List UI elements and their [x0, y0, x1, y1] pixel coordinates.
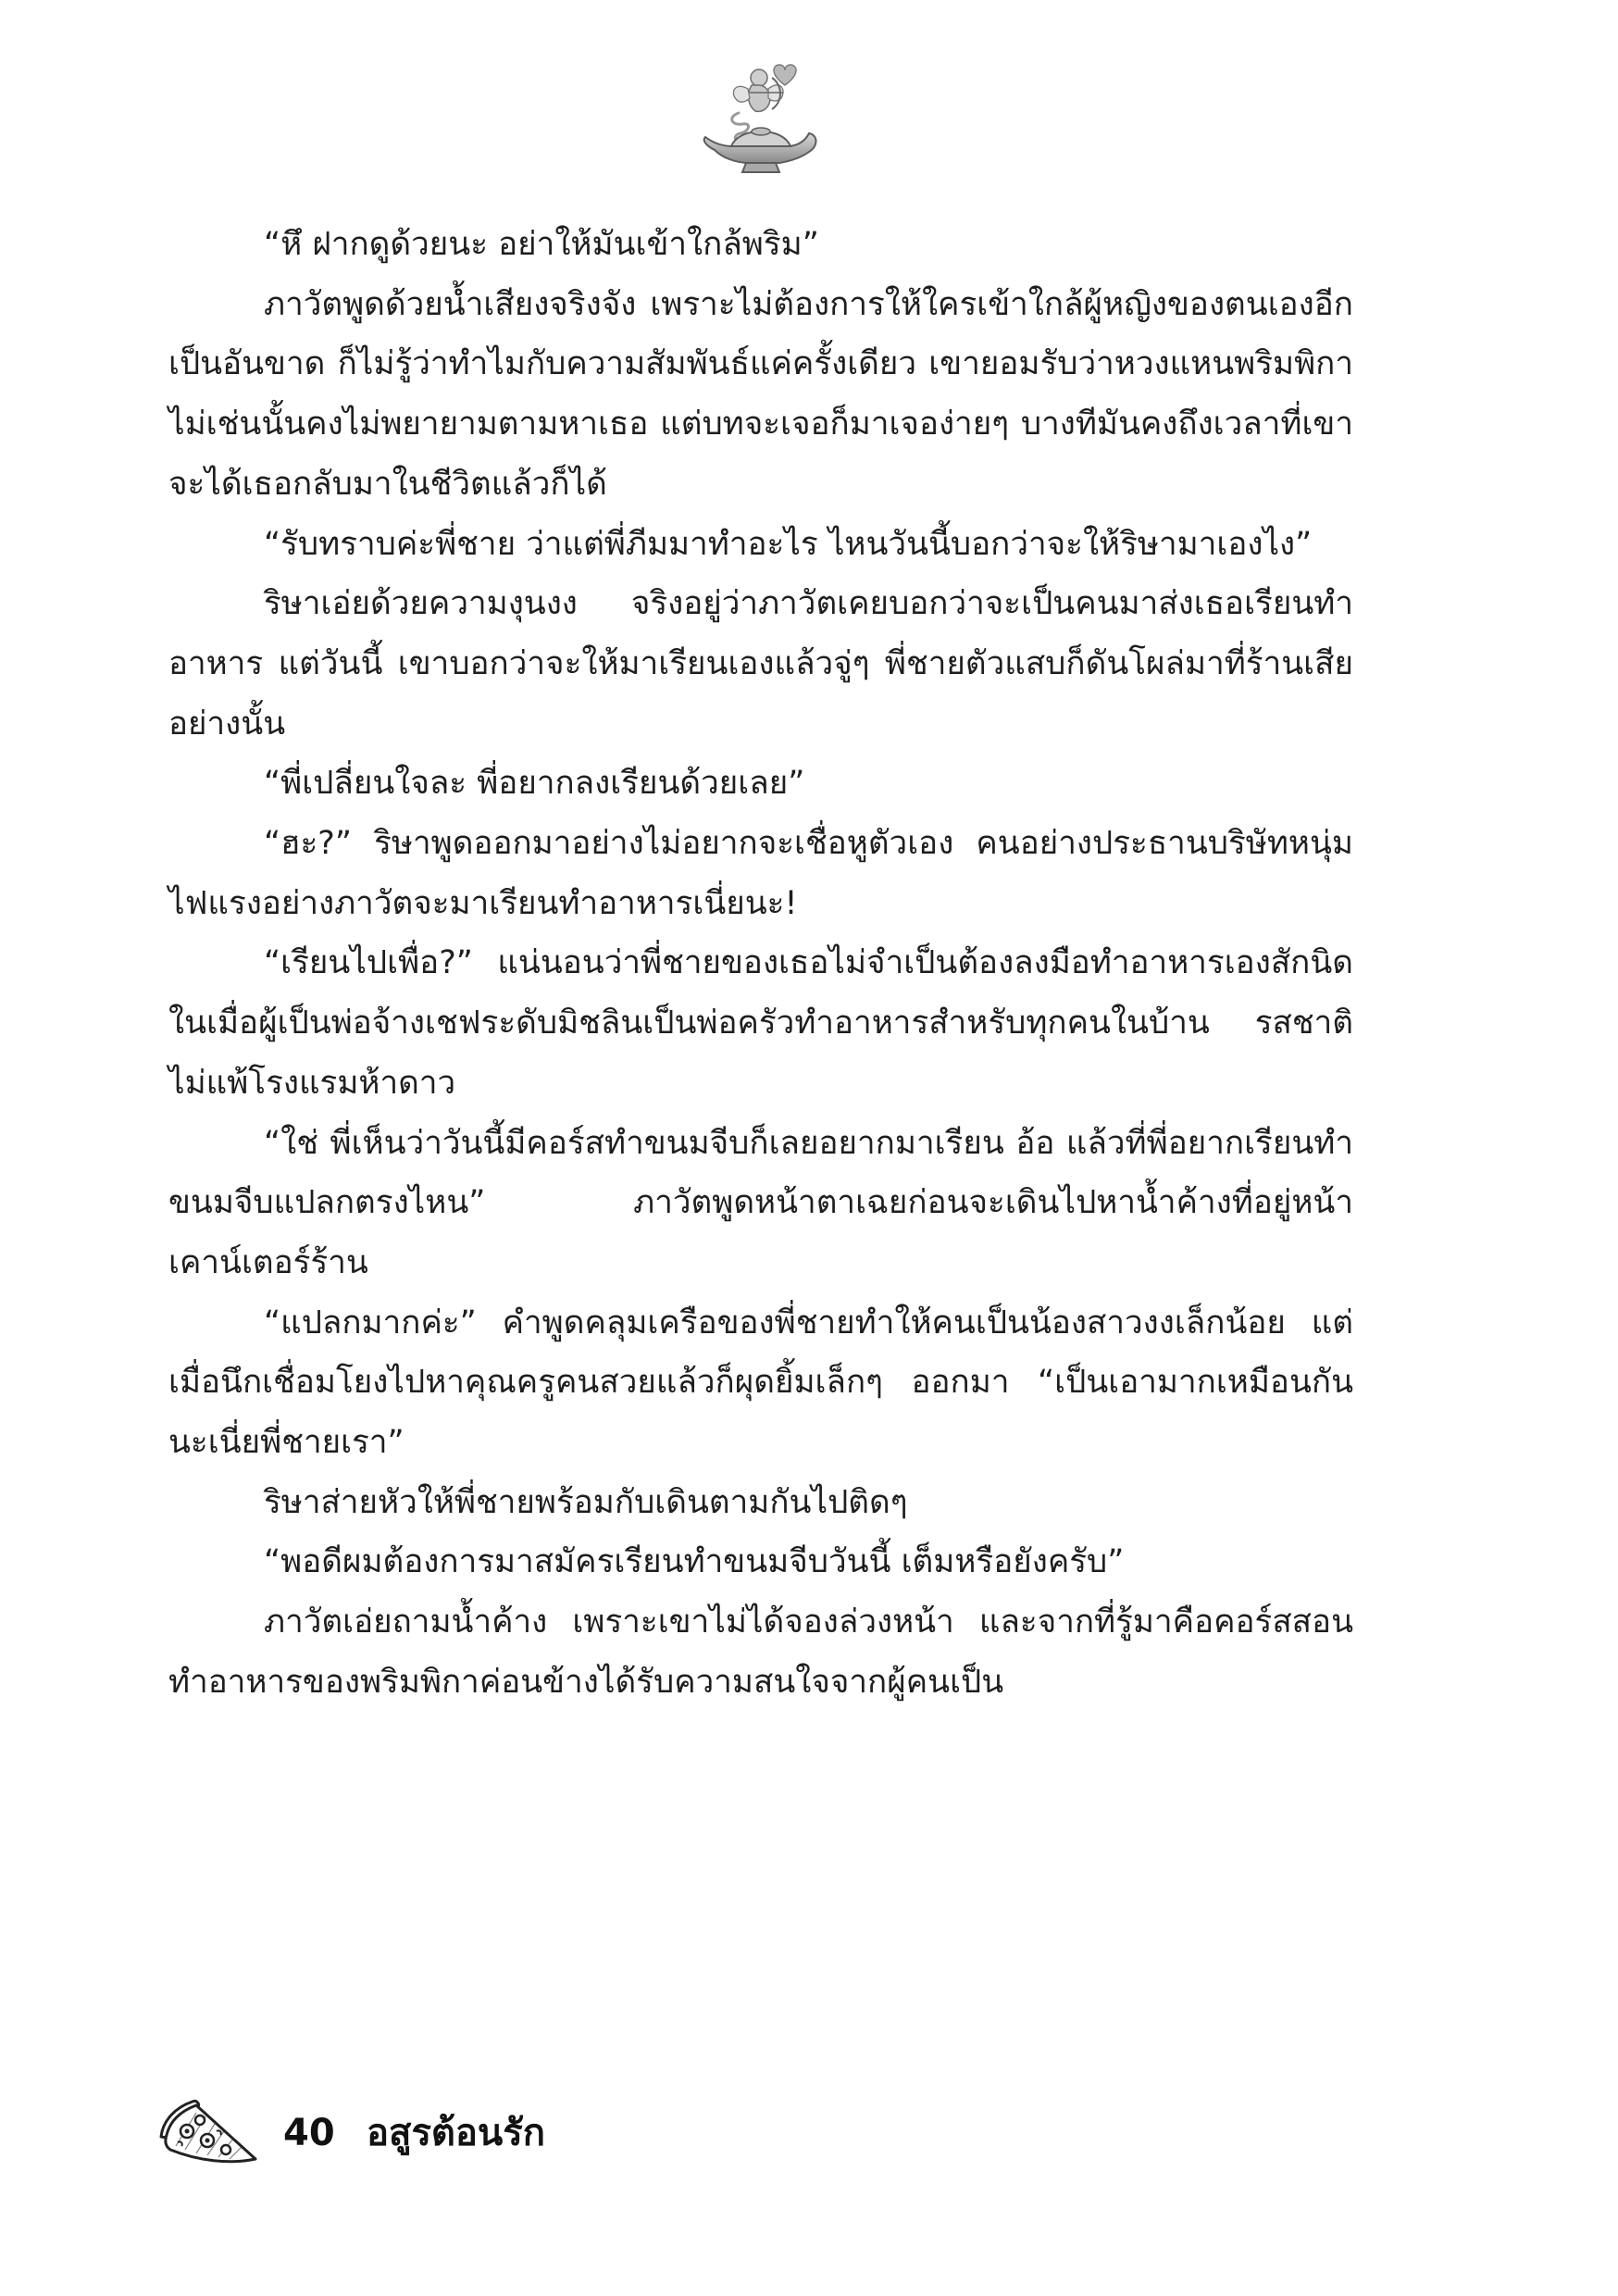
- paragraph: “ฮะ?” ริษาพูดออกมาอย่างไม่อยากจะเชื่อหูตัวเอง คนอย่างประธานบริษัทหนุ่มไฟแรงอย่างภาวัตจะมาเรียนทำอาหารเนี่ยนะ!: [168, 825, 1353, 922]
- page-footer: [156, 2094, 803, 2172]
- paragraph: “พี่เปลี่ยนใจละ พี่อยากลงเรียนด้วยเลย”: [264, 765, 805, 803]
- pizza-slice-icon: [156, 2094, 259, 2172]
- paragraph: ภาวัตพูดด้วยน้ำเสียงจริงจัง เพราะไม่ต้องการให้ใครเข้าใกล้ผู้หญิงของตนเองอีกเป็นอันขาด ก็ไม่รู้ว่าทำไมกับความสัมพันธ์แค่ครั้งเดียว เขายอมรับว่าหวงแหนพริมพิกา ไม่เช่นนั้นคงไม่พยายามตามหาเธอ แต่บทจะเจอก็มาเจอง่ายๆ บางทีมันคงถึงเวลาที่เขาจะได้เธอกลับมาในชีวิตแล้วก็ได้: [168, 285, 1353, 503]
- genie-lamp-cupid-icon: [694, 57, 824, 178]
- paragraph: “หึ ฝากดูด้วยนะ อย่าให้มันเข้าใกล้พริม”: [264, 226, 819, 263]
- paragraph: “แปลกมากค่ะ” คำพูดคลุมเครือของพี่ชายทำให้คนเป็นน้องสาวงงเล็กน้อย แต่เมื่อนึกเชื่อมโยงไปหาคุณครูคนสวยแล้วก็ผุดยิ้มเล็กๆ ออกมา “เป็นเอามากเหมือนกันนะเนี่ยพี่ชายเรา”: [168, 1304, 1353, 1462]
- paragraph: “ใช่ พี่เห็นว่าวันนี้มีคอร์สทำขนมจีบก็เลยอยากมาเรียน อ้อ แล้วที่พี่อยากเรียนทำขนมจีบแปลกตรงไหน” ภาวัตพูดหน้าตาเฉยก่อนจะเดินไปหาน้ำค้างที่อยู่หน้าเคาน์เตอร์ร้าน: [168, 1124, 1353, 1281]
- paragraph: “เรียนไปเพื่อ?” แน่นอนว่าพี่ชายของเธอไม่จำเป็นต้องลงมือทำอาหารเองสักนิด ในเมื่อผู้เป็นพ่อจ้างเชฟระดับมิชลินเป็นพ่อครัวทำอาหารสำหรับทุกคนในบ้าน รสชาติไม่แพ้โรงแรมห้าดาว: [168, 944, 1353, 1102]
- body-text: [168, 215, 1353, 1713]
- page-number: 40: [283, 2112, 335, 2154]
- paragraph: ภาวัตเอ่ยถามน้ำค้าง เพราะเขาไม่ได้จองล่วงหน้า และจากที่รู้มาคือคอร์สสอนทำอาหารของพริมพิกาค่อนข้างได้รับความสนใจจากผู้คนเป็น: [168, 1603, 1353, 1701]
- paragraph: ริษาเอ่ยด้วยความงุนงง จริงอยู่ว่าภาวัตเคยบอกว่าจะเป็นคนมาส่งเธอเรียนทำอาหาร แต่วันนี้ เขาบอกว่าจะให้มาเรียนเองแล้วจู่ๆ พี่ชายตัวแสบก็ดันโผล่มาที่ร้านเสียอย่างนั้น: [168, 585, 1353, 742]
- book-title: อสูรต้อนรัก: [367, 2112, 545, 2154]
- paragraph: “พอดีผมต้องการมาสมัครเรียนทำขนมจีบวันนี้ เต็มหรือยังครับ”: [264, 1543, 1125, 1581]
- paragraph: ริษาส่ายหัวให้พี่ชายพร้อมกับเดินตามกันไปติดๆ: [264, 1483, 908, 1521]
- paragraph: “รับทราบค่ะพี่ชาย ว่าแต่พี่ภีมมาทำอะไร ไหนวันนี้บอกว่าจะให้ริษามาเองไง”: [264, 525, 1313, 563]
